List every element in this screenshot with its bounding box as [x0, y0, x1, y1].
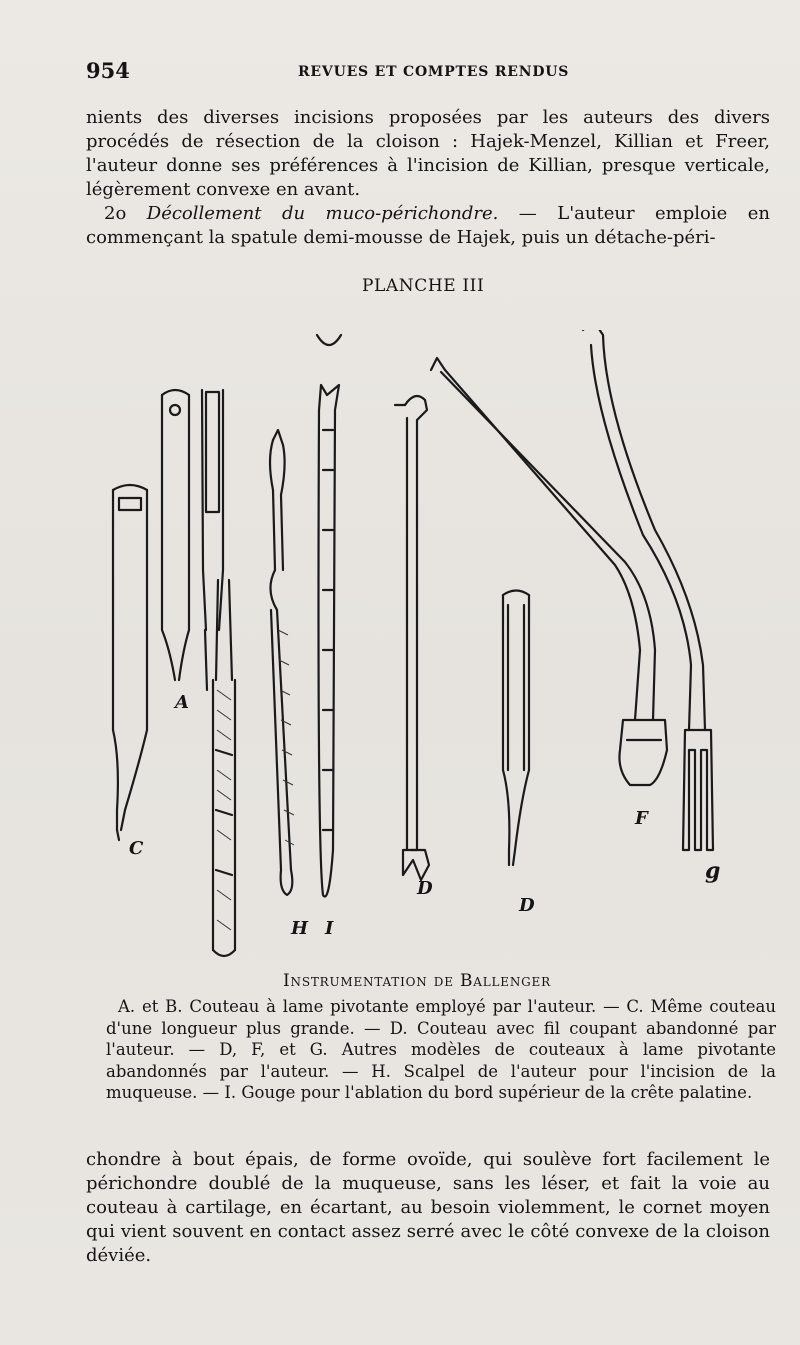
instrument-long-handle — [213, 580, 235, 956]
item-title: Décollement du muco-périchondre. — [146, 203, 499, 224]
page-header — [86, 58, 760, 88]
label-i: I — [325, 918, 334, 939]
instrument-d1 — [395, 396, 429, 880]
instrument-illustration — [95, 330, 765, 965]
label-d2: D — [519, 895, 535, 916]
figure-caption — [106, 996, 776, 1104]
running-head: REVUES ET COMPTES RENDUS — [298, 64, 570, 80]
item-number: 2o — [104, 203, 127, 224]
caption-title: Instrumentation de Ballenger — [283, 971, 551, 991]
label-g: g — [705, 858, 721, 884]
item-text: — L'auteur emploie en commençant la spatule demi-mousse de Hajek, puis un détache-péri- — [86, 203, 770, 248]
instrument-d2 — [503, 591, 529, 866]
instrument-c — [113, 485, 147, 840]
label-f: F — [635, 808, 648, 829]
instrument-f — [431, 358, 667, 785]
instrument-i — [317, 335, 341, 897]
label-c: C — [129, 838, 144, 859]
label-a: A — [175, 692, 189, 713]
page-number: 954 — [86, 58, 130, 83]
paragraph-item-2 — [86, 202, 770, 250]
instrument-a — [162, 390, 189, 680]
instrument-h — [270, 430, 292, 895]
instrument-plate-figure — [95, 330, 765, 965]
label-h: H — [291, 918, 309, 939]
top-text-block — [86, 106, 770, 250]
caption-text: A. et B. Couteau à lame pivotante employé par l'auteur. — C. Même couteau d'une longueur plus grande. — D. Couteau avec fil coupant abandonné par l'auteur. — D, F, et G. Autres modèles de couteaux à lame pivotante abandonnés par l'auteur. — H. Scalpel de l'auteur pour l'incision de la muqueuse. — I. Gouge pour l'ablation du bord supérieur de la crête palatine. — [106, 997, 776, 1102]
paragraph-top: nients des diverses incisions proposées par les auteurs des divers procédés de résection de la cloison : Hajek-Menzel, Killian et Freer, l'auteur donne ses préférences à l'incision de Killian, presque verticale, légèrement convexe en avant. — [86, 107, 770, 200]
bottom-text-block — [86, 1148, 770, 1268]
instrument-g — [583, 330, 713, 850]
label-d1: D — [417, 878, 433, 899]
plate-title: PLANCHE III — [362, 276, 485, 296]
paragraph-bottom: chondre à bout épais, de forme ovoïde, qui soulève fort facilement le périchondre doublé de la muqueuse, sans les léser, et fait la voie au couteau à cartilage, en écartant, au besoin violemment, le cornet moyen qui vient souvent en contact assez serré avec le côté convexe de la cloison déviée. — [86, 1149, 770, 1266]
instrument-b — [202, 390, 223, 690]
